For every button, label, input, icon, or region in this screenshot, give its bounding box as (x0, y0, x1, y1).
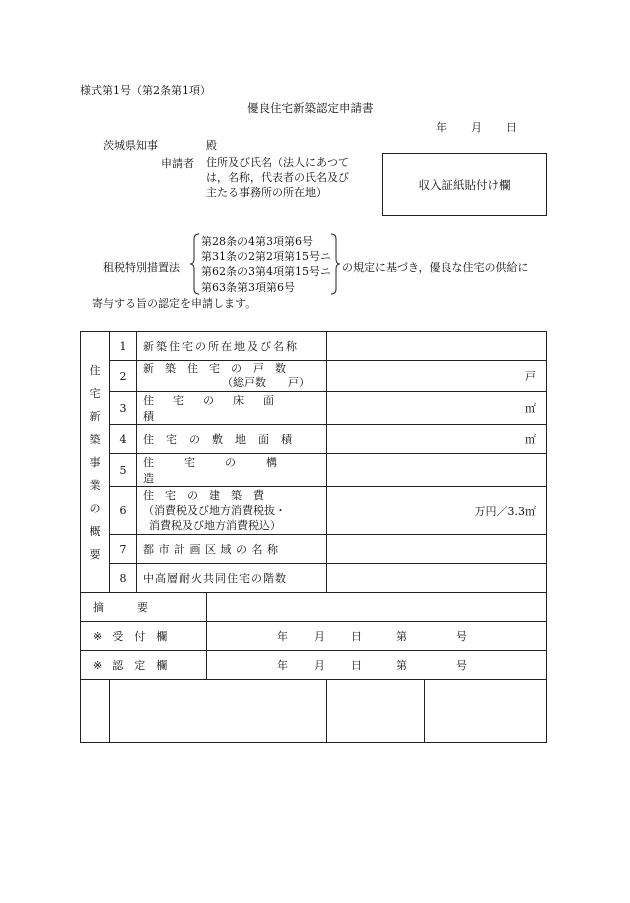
table-row (81, 332, 547, 361)
row-value-cell[interactable] (327, 454, 547, 487)
seal-cell-narrow[interactable] (81, 680, 110, 743)
applicant-line: 住所及び氏名（法人にあつて (206, 156, 349, 169)
seal-cell-1[interactable] (110, 680, 327, 743)
receipt-date: 年 月 日 第 号 (277, 630, 467, 643)
form-number: 様式第1号（第2条第1項） (80, 84, 211, 97)
addressee-governor: 茨城県知事 (103, 139, 158, 152)
table-row (81, 487, 547, 535)
row-value-cell[interactable] (327, 332, 547, 361)
date-line (436, 119, 517, 135)
row-label: 中高層耐火共同住宅の階数 (137, 564, 327, 593)
approval-row (81, 651, 547, 680)
row-number: 6 (110, 487, 137, 535)
applicant-label: 申請者 (161, 157, 194, 170)
row-value-cell[interactable] (327, 564, 547, 593)
applicant-line: は，名称，代表者の氏名及び (206, 171, 349, 184)
table-row (81, 392, 547, 425)
law-tail: の規定に基づき，優良な住宅の供給に (342, 261, 529, 274)
row-label: 住宅の構造 (137, 454, 327, 487)
seal-row (81, 680, 547, 743)
table-row (81, 535, 547, 564)
applicant-line: 主たる事務所の所在地） (206, 186, 327, 199)
applicant-details (206, 155, 349, 200)
seal-cell-3[interactable] (425, 680, 547, 743)
date-month-label: 月 (471, 121, 482, 134)
table-row (81, 425, 547, 454)
law-article: 第62条の3第4項第15号ニ (201, 265, 331, 279)
project-summary-table (80, 331, 547, 743)
row-number: 2 (110, 361, 137, 392)
row-label: 新築住宅の所在地及び名称 (137, 332, 327, 361)
revenue-stamp-box (382, 153, 547, 216)
row-value-cell[interactable] (327, 535, 547, 564)
law-continuation: 寄与する旨の認定を申請します。 (92, 297, 257, 310)
remarks-field[interactable] (207, 593, 547, 622)
law-name: 租税特別措置法 (103, 261, 180, 274)
row-number: 1 (110, 332, 137, 361)
row-value-cell[interactable]: ㎡ (327, 425, 547, 454)
row-label: 都市計画区域の名称 (137, 535, 327, 564)
approval-date-field[interactable] (207, 651, 547, 680)
approval-date: 年 月 日 第 号 (277, 659, 467, 672)
row-value-cell[interactable]: ㎡ (327, 392, 547, 425)
table-row (81, 454, 547, 487)
row-number: 5 (110, 454, 137, 487)
table-row (81, 361, 547, 392)
approval-label: ※ 認 定 欄 (81, 651, 207, 680)
law-articles (201, 234, 331, 295)
row-number: 4 (110, 425, 137, 454)
receipt-date-field[interactable] (207, 622, 547, 651)
remarks-row (81, 593, 547, 622)
document-title: 優良住宅新築認定申請書 (247, 101, 374, 115)
row-number: 8 (110, 564, 137, 593)
right-brace-icon (330, 233, 342, 295)
row-label: 住宅の床面積 (137, 392, 327, 425)
date-day-label: 日 (506, 121, 517, 134)
law-article: 第28条の4第3項第6号 (201, 235, 313, 248)
row-label: 住 宅 の 建 築 費 （消費税及び地方消費税抜・ 消費税及び地方消費税込） (137, 487, 327, 535)
receipt-row (81, 622, 547, 651)
law-article: 第31条の2第2項第15号ニ (201, 250, 331, 264)
row-number: 7 (110, 535, 137, 564)
row-label: 住宅の敷地面積 (137, 425, 327, 454)
seal-cell-2[interactable] (327, 680, 425, 743)
remarks-label: 摘 要 (81, 593, 207, 622)
addressee-honorific: 殿 (206, 139, 217, 152)
receipt-label: ※ 受 付 欄 (81, 622, 207, 651)
left-brace-icon (189, 233, 201, 295)
section-label: 住 宅 新 築 事 業 の 概 要 (81, 332, 110, 593)
row-number: 3 (110, 392, 137, 425)
date-year-label: 年 (436, 121, 447, 134)
table-row (81, 564, 547, 593)
row-value-cell[interactable]: 万円／3.3㎡ (327, 487, 547, 535)
row-value-cell[interactable]: 戸 (327, 361, 547, 392)
row-label: 新 築 住 宅 の 戸 数 （総戸数 戸） (137, 361, 327, 392)
law-article: 第63条第3項第6号 (201, 280, 295, 294)
revenue-stamp-label: 収入証紙貼付け欄 (418, 177, 511, 192)
